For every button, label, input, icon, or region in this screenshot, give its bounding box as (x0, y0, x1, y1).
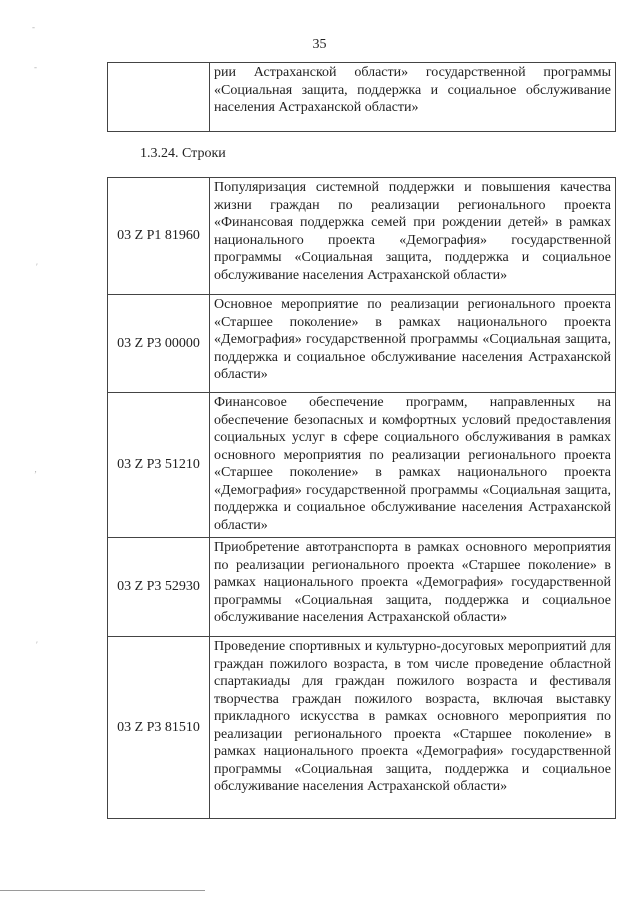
code-cell: 03 Z P1 81960 (108, 178, 210, 295)
scan-artifact: - (34, 62, 37, 72)
page-number: 35 (312, 37, 327, 52)
description-cell: Популяризация системной поддержки и повышения качества жизни граждан по реализации регионального проекта «Финансовая поддержка семей при рождении детей» в рамках национального проекта «Демография» государственной программы «Социальная защита, поддержка и социальное обслуживание населения Астраханской области» (210, 178, 616, 295)
description-cell: Основное мероприятие по реализации регионального проекта «Старшее поколение» в рамках национального проекта «Демография» государственной программы «Социальная защита, поддержка и социальное обслуживание населения Астраханской области» (210, 295, 616, 393)
table-row (108, 295, 616, 393)
section-heading: 1.3.24. Строки (140, 146, 226, 161)
code-cell: 03 Z P3 81510 (108, 637, 210, 819)
scan-artifact: - (32, 22, 35, 32)
table-row (108, 637, 616, 819)
table-row (108, 538, 616, 637)
code-cell (108, 63, 210, 132)
code-cell: 03 Z P3 00000 (108, 295, 210, 393)
code-cell: 03 Z P3 52930 (108, 538, 210, 637)
description-cell: рии Астраханской области» государственной программы «Социальная защита, поддержка и социальное обслуживание населения Астраханской области» (210, 63, 616, 132)
table-row (108, 178, 616, 295)
scan-artifact: ‚ (34, 464, 37, 474)
scan-artifact: ′ (36, 640, 38, 650)
table-row (108, 393, 616, 538)
description-cell: Финансовое обеспечение программ, направленных на обеспечение безопасных и комфортных условий предоставления социальных услуг в сфере социального обслуживания в рамках основного мероприятия по реализации регионального проекта «Старшее поколение» в рамках национального проекта «Демография» государственной программы «Социальная защита, поддержка и социальное обслуживание населения Астраханской области» (210, 393, 616, 538)
code-cell: 03 Z P3 51210 (108, 393, 210, 538)
scan-edge-line (0, 890, 205, 891)
scan-artifact: ′ (36, 262, 38, 272)
continuation-table (107, 62, 616, 132)
table-row (108, 63, 616, 132)
codes-table (107, 177, 616, 819)
description-cell: Приобретение автотранспорта в рамках основного мероприятия по реализации регионального проекта «Старшее поколение» в рамках национального проекта «Демография» государственной программы «Социальная защита, поддержка и социальное обслуживание населения Астраханской области» (210, 538, 616, 637)
description-cell: Проведение спортивных и культурно-досуговых мероприятий для граждан пожилого возраста, в том числе проведение областной спартакиады для граждан пожилого возраста и фестиваля творчества граждан пожилого возраста, включая выставку прикладного искусства в рамках основного мероприятия по реализации регионального проекта «Старшее поколение» в рамках национального проекта «Демография» государственной программы «Социальная защита, поддержка и социальное обслуживание населения Астраханской области» (210, 637, 616, 819)
